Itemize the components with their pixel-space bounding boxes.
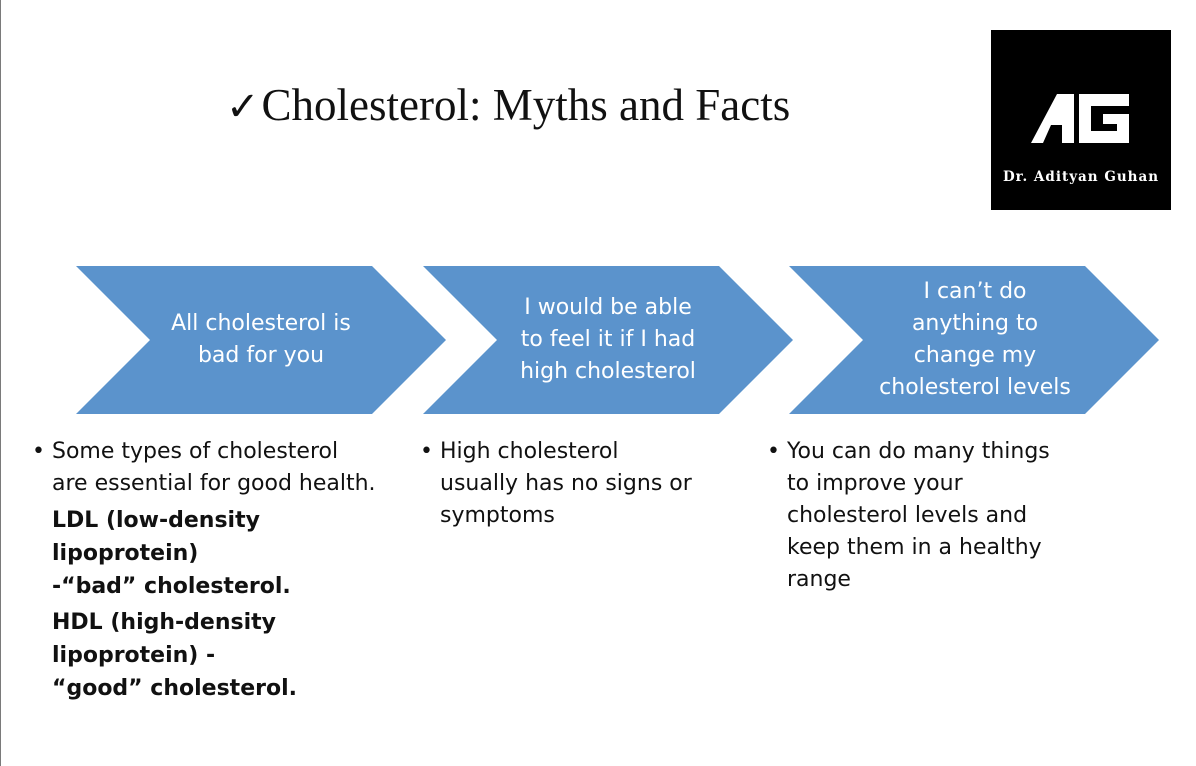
fact-1-line-1: Some types of cholesterol [52,439,339,464]
myth-3-line-4: cholesterol levels [879,375,1071,400]
fact-column-3 [767,436,1167,596]
fact-column-1 [32,436,422,705]
ldl-line-1: LDL (low-density [52,508,260,533]
myth-1-line-2: bad for you [197,343,325,368]
cholesterol-types [52,504,422,705]
bullet-icon: • [32,439,45,464]
myth-text-2 [497,266,719,414]
hdl-line-2: lipoprotein) - [52,643,216,668]
fact-3-line-3: cholesterol levels and [787,503,1028,528]
myth-3-line-1: I can’t do [923,279,1027,304]
fact-2-line-1: High cholesterol [440,439,619,464]
bullet-icon: • [767,439,780,464]
fact-2-line-2: usually has no signs or [440,471,692,496]
fact-2-line-3: symptoms [440,503,555,528]
fact-bullet-3 [767,436,1167,596]
fact-bullet-2 [420,436,760,532]
myth-3-line-3: change my [913,343,1037,368]
myth-text-1 [150,266,372,414]
myth-chevron-2 [423,266,793,414]
fact-column-2 [420,436,760,532]
myth-1-line-1: All cholesterol is [171,311,351,336]
checkmark-icon: ✓ [226,84,260,130]
bullet-icon: • [420,439,433,464]
ldl-line-3: -“bad” cholesterol. [52,574,291,599]
slide-border [0,0,1,766]
logo [991,30,1171,210]
slide-title [226,70,926,142]
myth-text-3 [859,266,1091,414]
myth-2-line-3: high cholesterol [520,359,696,384]
myth-2-line-1: I would be able [524,295,692,320]
fact-3-line-1: You can do many things [787,439,1050,464]
logo-caption: Dr. Adityan Guhan [1002,169,1160,185]
title-text: Cholesterol: Myths and Facts [261,80,791,130]
fact-3-line-4: keep them in a healthy [787,535,1042,560]
ldl-line-2: lipoprotein) [52,541,199,566]
myth-chevron-3 [789,266,1159,414]
myth-3-line-2: anything to [911,311,1039,336]
fact-3-line-2: to improve your [787,471,963,496]
myth-2-line-2: to feel it if I had [520,327,696,352]
fact-3-line-5: range [787,567,851,592]
myth-chevron-1 [76,266,446,414]
hdl-line-3: “good” cholesterol. [52,676,297,701]
fact-1-line-2: are essential for good health. [52,471,376,496]
fact-bullet-1 [32,436,422,500]
hdl-line-1: HDL (high-density [52,610,276,635]
